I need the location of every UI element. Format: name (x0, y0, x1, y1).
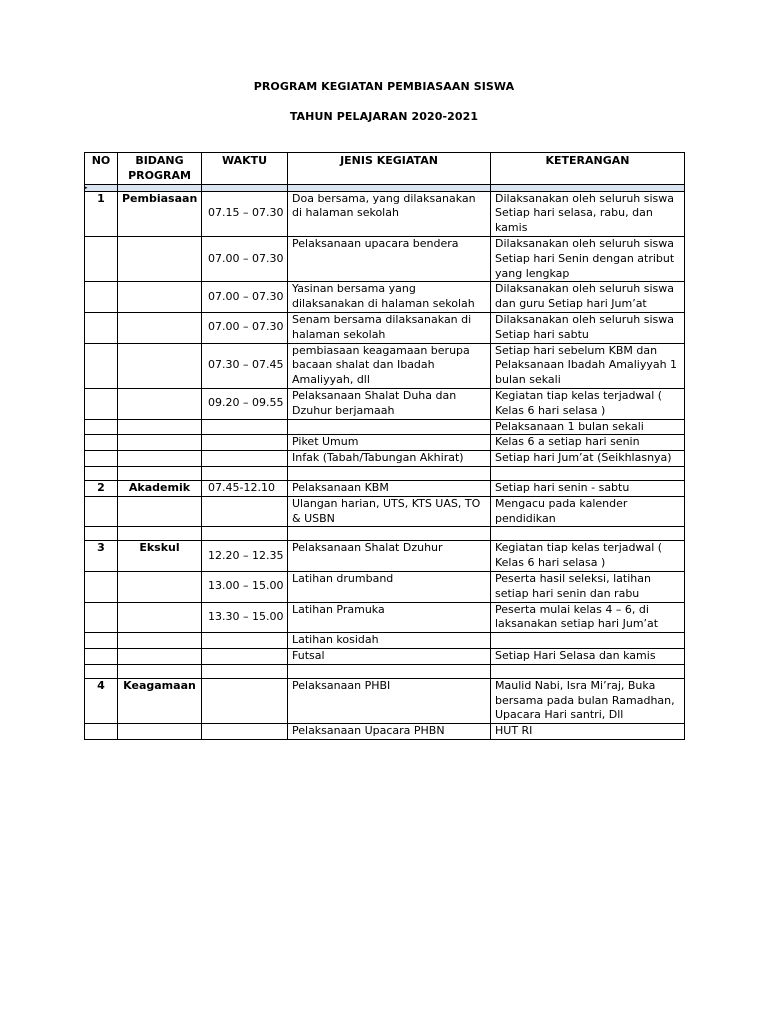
cell-waktu: 12.20 – 12.35 (202, 541, 288, 572)
table-row (85, 451, 685, 467)
header-waktu: WAKTU (202, 153, 288, 185)
cell-keterangan: Peserta hasil seleksi, latihan setiap hari senin dan rabu (491, 571, 685, 602)
cell-no: 1 (85, 191, 118, 236)
cell-bidang-program (118, 633, 202, 649)
cell-keterangan: Setiap hari Jum’at (Seikhlasnya) (491, 451, 685, 467)
cell-no (85, 236, 118, 281)
table-row (85, 648, 685, 664)
table-row (85, 571, 685, 602)
cell-bidang-program (118, 571, 202, 602)
cell-keterangan: Mengacu pada kalender pendidikan (491, 496, 685, 527)
header-jenis-kegiatan: JENIS KEGIATAN (288, 153, 491, 185)
cell-bidang-program (118, 435, 202, 451)
cell-bidang-program (118, 451, 202, 467)
cell-jenis-kegiatan: Yasinan bersama yang dilaksanakan di halaman sekolah (288, 282, 491, 313)
cell-jenis-kegiatan: Doa bersama, yang dilaksanakan di halaman sekolah (288, 191, 491, 236)
table-row (85, 678, 685, 723)
table-row (85, 312, 685, 343)
cell-no (85, 419, 118, 435)
cell-no (85, 496, 118, 527)
cell-bidang-program (118, 648, 202, 664)
cell-no (85, 388, 118, 419)
cell-waktu: 13.00 – 15.00 (202, 571, 288, 602)
cell-keterangan: Dilaksanakan oleh seluruh siswa dan guru Setiap hari Jum’at (491, 282, 685, 313)
cell-waktu: 07.00 – 07.30 (202, 282, 288, 313)
cell-waktu (202, 678, 288, 723)
cell-bidang-program (118, 602, 202, 633)
cell-no (85, 571, 118, 602)
cell-waktu (202, 419, 288, 435)
table-row (85, 541, 685, 572)
spacer-row (85, 466, 685, 480)
spacer-row (85, 664, 685, 678)
cell-jenis-kegiatan: Latihan Pramuka (288, 602, 491, 633)
cell-keterangan: Setiap hari sebelum KBM dan Pelaksanaan Ibadah Amaliyyah 1 bulan sekali (491, 343, 685, 388)
cell-no: 2 (85, 480, 118, 496)
cell-bidang-program: Akademik (118, 480, 202, 496)
document-title: PROGRAM KEGIATAN PEMBIASAAN SISWA (253, 80, 515, 93)
cell-jenis-kegiatan: Ulangan harian, UTS, KTS UAS, TO & USBN (288, 496, 491, 527)
cell-jenis-kegiatan: Pelaksanaan Upacara PHBN (288, 724, 491, 740)
cell-bidang-program: Pembiasaan (118, 191, 202, 236)
cell-keterangan: Dilaksanakan oleh seluruh siswa Setiap hari selasa, rabu, dan kamis (491, 191, 685, 236)
cell-no (85, 312, 118, 343)
cell-jenis-kegiatan: Pelaksanaan Shalat Duha dan Dzuhur berjamaah (288, 388, 491, 419)
cell-keterangan: Kelas 6 a setiap hari senin (491, 435, 685, 451)
cell-bidang-program (118, 388, 202, 419)
cell-keterangan: Dilaksanakan oleh seluruh siswa Setiap hari sabtu (491, 312, 685, 343)
cell-waktu (202, 496, 288, 527)
cell-no: 3 (85, 541, 118, 572)
cell-bidang-program (118, 724, 202, 740)
cell-keterangan (491, 633, 685, 649)
cell-no (85, 648, 118, 664)
cell-waktu: 07.00 – 07.30 (202, 312, 288, 343)
cell-no: 4 (85, 678, 118, 723)
header-keterangan: KETERANGAN (491, 153, 685, 185)
cell-keterangan: Peserta mulai kelas 4 – 6, di laksanakan setiap hari Jum’at (491, 602, 685, 633)
table-row (85, 602, 685, 633)
cell-waktu: 09.20 – 09.55 (202, 388, 288, 419)
table-row (85, 388, 685, 419)
cell-waktu: 07.30 – 07.45 (202, 343, 288, 388)
table-row (85, 724, 685, 740)
cell-no (85, 282, 118, 313)
cell-keterangan: HUT RI (491, 724, 685, 740)
document-subtitle: TAHUN PELAJARAN 2020-2021 (289, 110, 479, 123)
cell-no (85, 602, 118, 633)
cell-bidang-program: Keagamaan (118, 678, 202, 723)
cell-bidang-program (118, 312, 202, 343)
cell-bidang-program: Ekskul (118, 541, 202, 572)
cell-bidang-program (118, 496, 202, 527)
cell-jenis-kegiatan: Piket Umum (288, 435, 491, 451)
header-row (85, 153, 685, 185)
header-no: NO (85, 153, 118, 185)
cell-jenis-kegiatan: Latihan drumband (288, 571, 491, 602)
cell-keterangan: Kegiatan tiap kelas terjadwal ( Kelas 6 hari selasa ) (491, 388, 685, 419)
cell-no (85, 633, 118, 649)
cell-jenis-kegiatan (288, 419, 491, 435)
spacer-row (85, 527, 685, 541)
cell-waktu: 13.30 – 15.00 (202, 602, 288, 633)
table-row (85, 633, 685, 649)
cell-waktu: 07.15 – 07.30 (202, 191, 288, 236)
table-row (85, 282, 685, 313)
cell-jenis-kegiatan: Latihan kosidah (288, 633, 491, 649)
cell-waktu: 07.45-12.10 (202, 480, 288, 496)
cell-waktu (202, 724, 288, 740)
table-row (85, 419, 685, 435)
cell-jenis-kegiatan: Pelaksanaan KBM (288, 480, 491, 496)
table-row (85, 191, 685, 236)
cell-jenis-kegiatan: Pelaksanaan Shalat Dzuhur (288, 541, 491, 572)
cell-no (85, 451, 118, 467)
cell-keterangan: Dilaksanakan oleh seluruh siswa Setiap hari Senin dengan atribut yang lengkap (491, 236, 685, 281)
cell-no (85, 343, 118, 388)
cell-bidang-program (118, 282, 202, 313)
table-row (85, 480, 685, 496)
cell-waktu (202, 451, 288, 467)
cell-keterangan: Setiap hari senin - sabtu (491, 480, 685, 496)
cell-bidang-program (118, 236, 202, 281)
header-shaded-row (85, 184, 685, 191)
schedule-table (84, 152, 685, 740)
table-row (85, 343, 685, 388)
cell-jenis-kegiatan: pembiasaan keagamaan berupa bacaan shalat dan Ibadah Amaliyyah, dll (288, 343, 491, 388)
cell-jenis-kegiatan: Pelaksanaan PHBI (288, 678, 491, 723)
cell-jenis-kegiatan: Futsal (288, 648, 491, 664)
cell-keterangan: Kegiatan tiap kelas terjadwal ( Kelas 6 hari selasa ) (491, 541, 685, 572)
cell-jenis-kegiatan: Pelaksanaan upacara bendera (288, 236, 491, 281)
cell-bidang-program (118, 419, 202, 435)
cell-waktu: 07.00 – 07.30 (202, 236, 288, 281)
table-row (85, 496, 685, 527)
cell-keterangan: Setiap Hari Selasa dan kamis (491, 648, 685, 664)
cell-waktu (202, 435, 288, 451)
cell-bidang-program (118, 343, 202, 388)
header-bidang-program: BIDANG PROGRAM (118, 153, 202, 185)
cell-keterangan: Pelaksanaan 1 bulan sekali (491, 419, 685, 435)
cell-keterangan: Maulid Nabi, Isra Mi’raj, Buka bersama pada bulan Ramadhan, Upacara Hari santri, Dll (491, 678, 685, 723)
cell-jenis-kegiatan: Senam bersama dilaksanakan di halaman sekolah (288, 312, 491, 343)
cell-waktu (202, 648, 288, 664)
cell-jenis-kegiatan: Infak (Tabah/Tabungan Akhirat) (288, 451, 491, 467)
schedule-body (85, 191, 685, 739)
row-marker: ▸ (85, 184, 118, 191)
cell-waktu (202, 633, 288, 649)
cell-no (85, 724, 118, 740)
table-row (85, 236, 685, 281)
cell-no (85, 435, 118, 451)
table-row (85, 435, 685, 451)
